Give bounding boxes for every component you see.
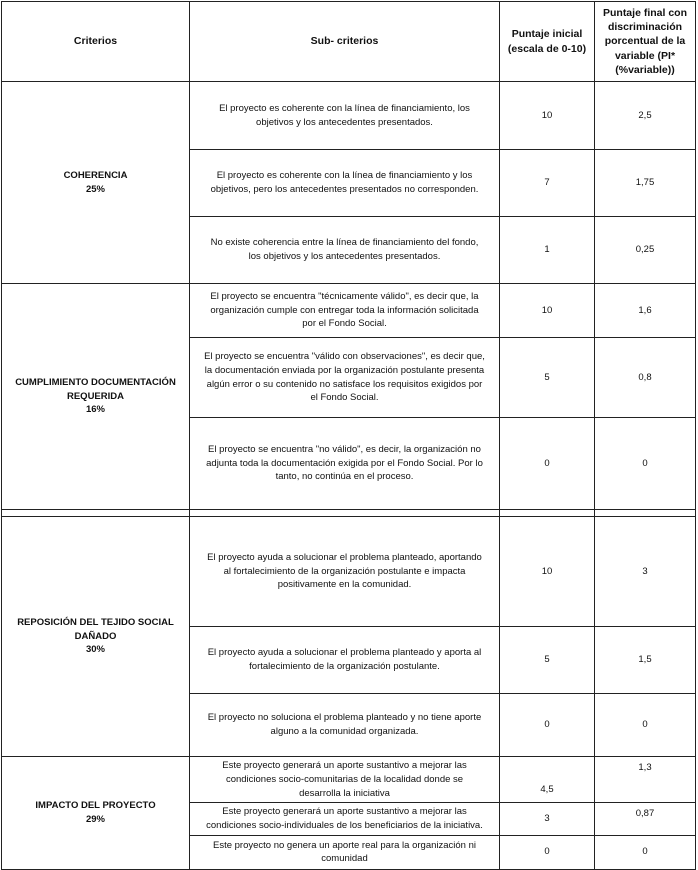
header-criterios: Criterios [2,2,190,82]
final-score: 1,6 [595,284,696,338]
criterion-weight: 29% [85,813,105,825]
final-score: 0,8 [595,338,696,418]
header-puntaje-final: Puntaje final con discriminación porcentual de la variable (PI* (%variable)) [595,2,696,82]
table-row [2,757,696,803]
criterion-name: IMPACTO DEL PROYECTO [35,800,156,812]
initial-score: 0 [500,835,595,869]
criterion-impacto [2,757,190,870]
sub-criterion: El proyecto no soluciona el problema planteado y no tiene aporte alguno a la comunidad organizada. [190,694,500,757]
initial-score: 10 [500,284,595,338]
sub-criterion: Este proyecto generará un aporte sustantivo a mejorar las condiciones socio-comunitarias de la localidad donde se desarrolla la iniciativa [190,757,500,803]
initial-score: 7 [500,150,595,217]
initial-score: 0 [500,694,595,757]
header-sub-criterios: Sub- criterios [190,2,500,82]
final-score: 1,5 [595,627,696,694]
spacer-row [2,510,696,517]
criterion-cumplimiento [2,284,190,510]
sub-criterion: El proyecto se encuentra "no válido", es decir, la organización no adjunta toda la documentación exigida por el Fondo Social. Por lo tanto, no continúa en el proceso. [190,418,500,510]
initial-score: 1 [500,217,595,284]
sub-criterion: Este proyecto no genera un aporte real para la organización ni comunidad [190,835,500,869]
final-score: 0 [595,835,696,869]
criterion-name: REPOSICIÓN DEL TEJIDO SOCIAL DAÑADO [17,616,174,642]
criterion-name: CUMPLIMIENTO DOCUMENTACIÓN REQUERIDA [15,376,176,402]
sub-criterion: Este proyecto generará un aporte sustantivo a mejorar las condiciones socio-individuales de los beneficiarios de la iniciativa. [190,803,500,836]
final-score: 0,87 [595,803,696,836]
initial-score: 5 [500,338,595,418]
sub-criterion: El proyecto es coherente con la línea de financiamiento, los objetivos y los antecedentes presentados. [190,82,500,150]
initial-score: 10 [500,82,595,150]
final-score: 0 [595,694,696,757]
final-score: 1,75 [595,150,696,217]
table-row [2,284,696,338]
table-row [2,82,696,150]
final-score: 0 [595,418,696,510]
header-row [2,2,696,82]
criterion-name: COHERENCIA [63,169,128,181]
table-row [2,517,696,627]
criterion-reposicion [2,517,190,757]
final-score: 1,3 [595,757,696,803]
sub-criterion: No existe coherencia entre la línea de financiamiento del fondo, los objetivos y los antecedentes presentados. [190,217,500,284]
scoring-table [1,1,696,870]
final-score: 3 [595,517,696,627]
sub-criterion: El proyecto ayuda a solucionar el problema planteado, aportando al fortalecimiento de la organización postulante e impacta positivamente en la comunidad. [190,517,500,627]
criterion-weight: 30% [85,644,105,656]
header-puntaje-inicial: Puntaje inicial (escala de 0-10) [500,2,595,82]
initial-score: 0 [500,418,595,510]
initial-score: 5 [500,627,595,694]
initial-score: 4,5 [500,757,595,803]
final-score: 0,25 [595,217,696,284]
initial-score: 3 [500,803,595,836]
criterion-weight: 25% [85,183,105,195]
sub-criterion: El proyecto se encuentra "válido con observaciones", es decir que, la documentación enviada por la organización postulante presenta algún error o su contenido no satisface los requisitos exigidos por el Fondo Social. [190,338,500,418]
criterion-weight: 16% [85,404,105,416]
sub-criterion: El proyecto se encuentra "técnicamente válido", es decir que, la organización cumple con entregar toda la información solicitada por el Fondo Social. [190,284,500,338]
criterion-coherencia [2,82,190,284]
final-score: 2,5 [595,82,696,150]
sub-criterion: El proyecto ayuda a solucionar el problema planteado y aporta al fortalecimiento de la organización postulante. [190,627,500,694]
sub-criterion: El proyecto es coherente con la línea de financiamiento y los objetivos, pero los antecedentes presentados no corresponden. [190,150,500,217]
initial-score: 10 [500,517,595,627]
